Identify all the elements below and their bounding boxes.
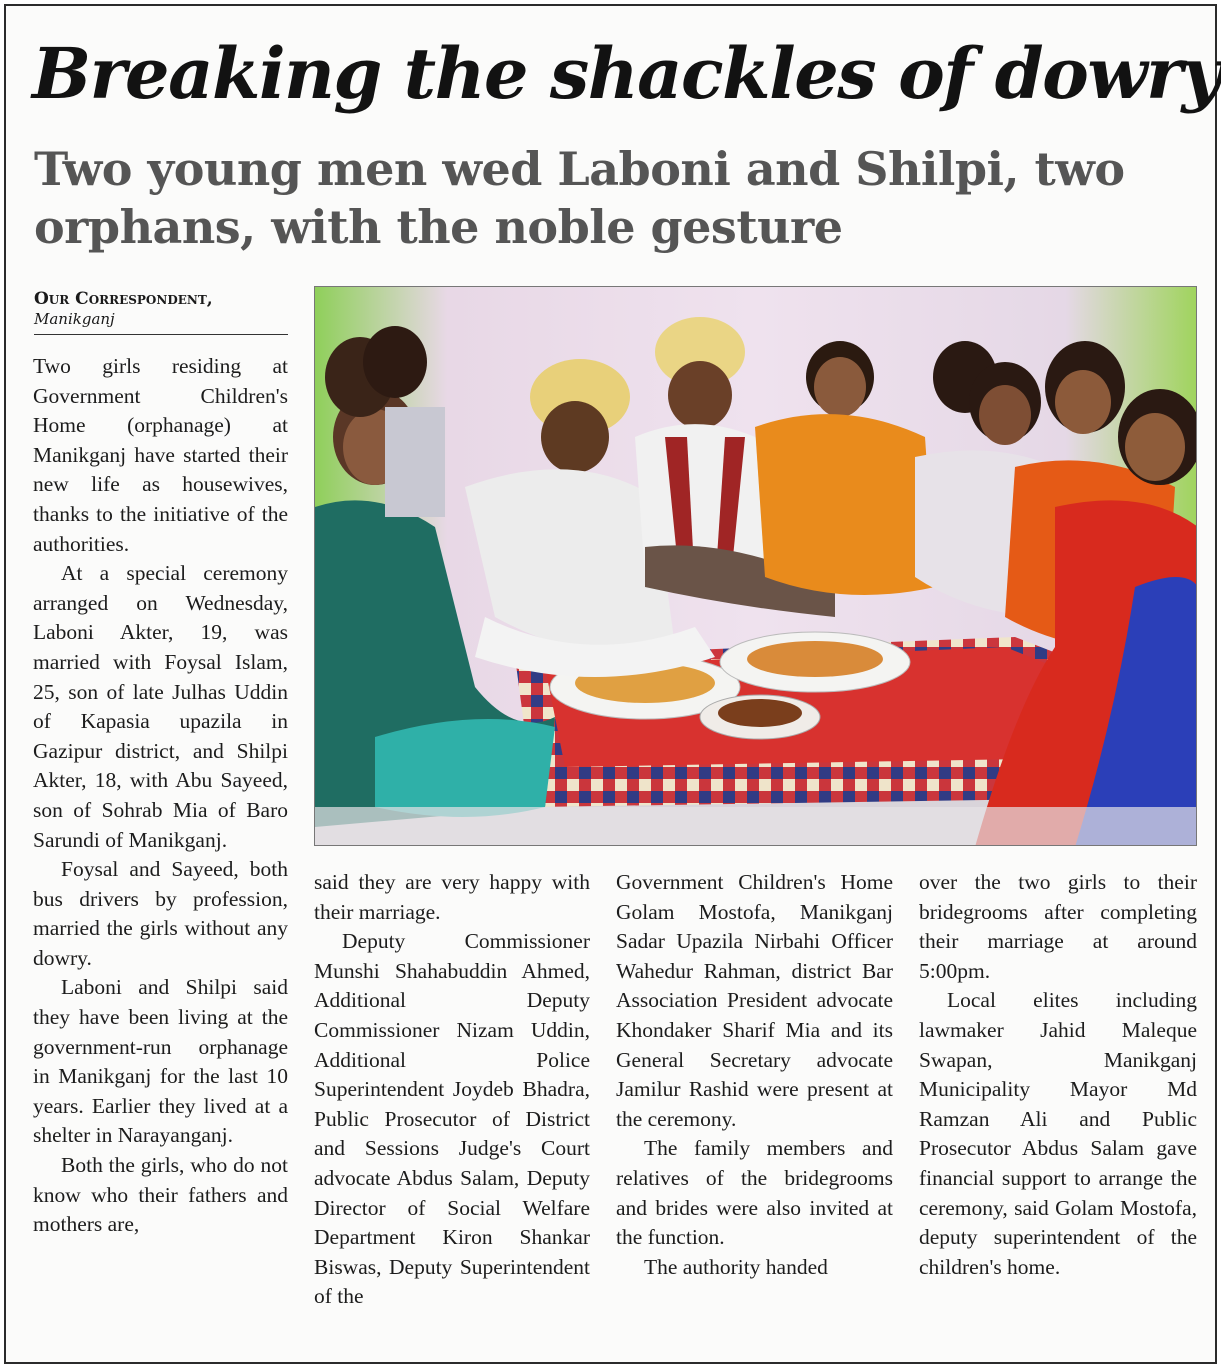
headline: Breaking the shackles of dowry bbox=[32, 32, 1221, 115]
paragraph: Two girls residing at Government Children's Home (orphanage) at Manikganj have started their new life as housewives, thanks to the initiative of the authorities. bbox=[33, 354, 288, 556]
paragraph: At a special ceremony arranged on Wednesday, Laboni Akter, 19, was married with Foysal Islam, 25, son of late Julhas Uddin of Kapasia upazila in Gazipur district, and Shilpi Akter, 18, with Abu Sayeed, son of Sohrab Mia of Baro Sarundi of Manikganj. bbox=[33, 561, 288, 852]
paragraph: Both the girls, who do not know who their fathers and mothers are, bbox=[33, 1153, 288, 1237]
byline bbox=[34, 288, 288, 335]
paragraph: Laboni and Shilpi said they have been living at the government-run orphanage in Manikganj for the last 10 years. Earlier they lived at a shelter in Narayanganj. bbox=[33, 975, 288, 1148]
byline-author: Our Correspondent, bbox=[34, 289, 213, 309]
byline-location: Manikganj bbox=[34, 310, 115, 328]
paragraph: over the two girls to their bridegrooms after completing their marriage at around 5:00pm. bbox=[919, 870, 1197, 983]
paragraph: The family members and relatives of the bridegrooms and brides were also invited at the function. bbox=[616, 1136, 893, 1250]
paragraph: Deputy Commissioner Munshi Shahabuddin Ahmed, Additional Deputy Commissioner Nizam Uddin, Additional Police Superintendent Joydeb Bhadra, Public Prosecutor of District and Sessions Judge's Court advocate Abdus Salam, Deputy Director of Social Welfare Department Kiron Shankar Biswas, Deputy Superintendent of the bbox=[314, 929, 590, 1309]
article-column-3 bbox=[616, 868, 893, 1352]
paragraph: Government Children's Home Golam Mostofa, Manikganj Sadar Upazila Nirbahi Officer Wahedur Rahman, district Bar Association President advocate Khondaker Sharif Mia and its General Secretary advocate Jamilur Rashid were present at the ceremony. bbox=[616, 870, 893, 1131]
paragraph: said they are very happy with their marriage. bbox=[314, 870, 590, 924]
wedding-ceremony-photo bbox=[314, 286, 1197, 846]
subheadline: Two young men wed Laboni and Shilpi, two orphans, with the noble gesture bbox=[34, 142, 1125, 254]
paragraph: The authority handed bbox=[644, 1254, 828, 1279]
paragraph: Local elites including lawmaker Jahid Maleque Swapan, Manikganj Municipality Mayor Md Ramzan Ali and Public Prosecutor Abdus Salam gave financial support to arrange the ceremony, said Golam Mostofa, deputy superintendent of the children's home. bbox=[919, 988, 1197, 1279]
photo-illustration-icon bbox=[315, 287, 1197, 846]
article-column-2 bbox=[314, 868, 590, 1352]
paragraph: Foysal and Sayeed, both bus drivers by profession, married the girls without any dowry. bbox=[33, 857, 288, 970]
article-column-4 bbox=[919, 868, 1197, 1352]
article-column-1 bbox=[33, 352, 288, 1352]
